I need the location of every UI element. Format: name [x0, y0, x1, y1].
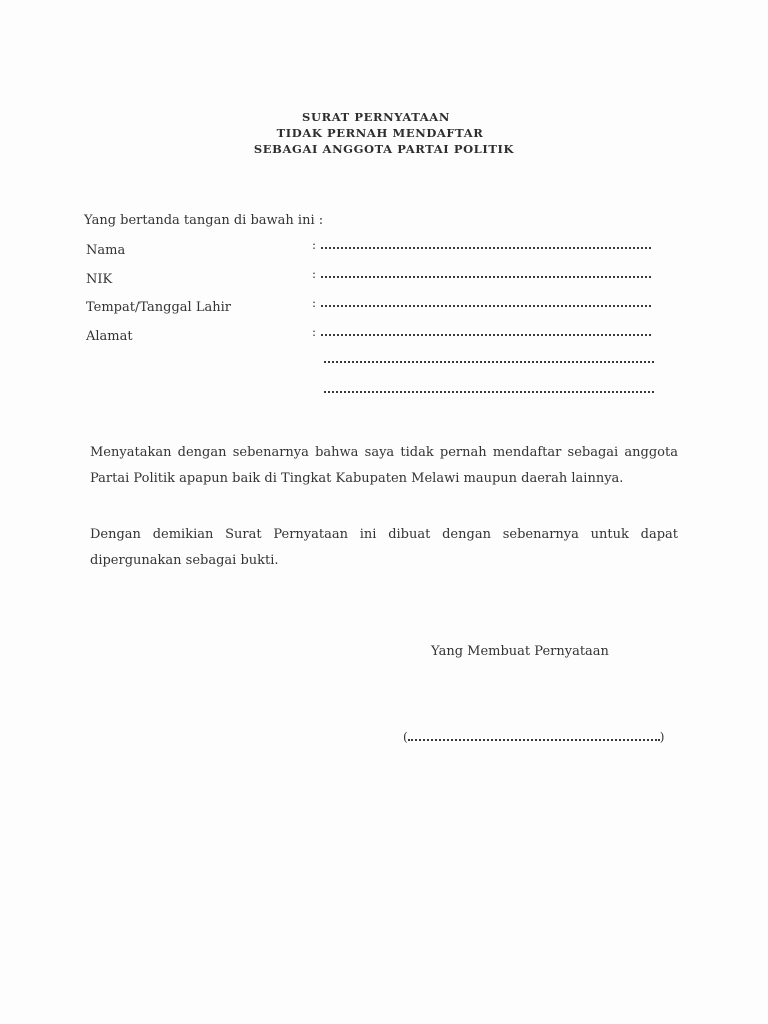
field-alamat-colon: : — [312, 325, 317, 339]
field-ttl-line — [312, 296, 651, 310]
signature-open-paren: ( — [403, 730, 408, 744]
field-nik-line — [312, 267, 651, 281]
field-ttl-blank — [321, 304, 651, 307]
field-alamat-blank — [321, 333, 651, 336]
field-nama-colon: : — [312, 238, 317, 252]
field-nik-colon: : — [312, 267, 317, 281]
field-label-nik: NIK — [86, 272, 113, 287]
field-nama-blank — [321, 246, 651, 249]
field-label-alamat: Alamat — [86, 329, 133, 344]
field-ttl-colon: : — [312, 296, 317, 310]
title-line-1: SURAT PERNYATAAN — [302, 110, 450, 124]
statement-paragraph: Menyatakan dengan sebenarnya bahwa saya tidak pernah mendaftar sebagai anggota Partai Politik apapun baik di Tingkat Kabupaten Melawi maupun daerah lainnya. — [90, 445, 678, 486]
signer-label: Yang Membuat Pernyataan — [431, 644, 609, 659]
intro-text: Yang bertanda tangan di bawah ini : — [84, 213, 324, 228]
field-label-nama: Nama — [86, 243, 126, 258]
signature-blank — [408, 738, 660, 741]
title-line-3: SEBAGAI ANGGOTA PARTAI POLITIK — [253, 142, 515, 156]
closing-paragraph: Dengan demikian Surat Pernyataan ini dibuat dengan sebenarnya untuk dapat dipergunakan sebagai bukti. — [90, 527, 678, 568]
field-nama-line — [312, 238, 651, 252]
field-label-ttl: Tempat/Tanggal Lahir — [86, 300, 231, 315]
field-nik-blank — [321, 275, 651, 278]
field-alamat-blank-2 — [324, 360, 654, 363]
signature-close-paren: ) — [659, 730, 665, 744]
title-line-2: TIDAK PERNAH MENDAFTAR — [276, 126, 484, 140]
field-alamat-line — [312, 325, 651, 339]
signature-line — [403, 730, 664, 744]
field-alamat-blank-3 — [324, 390, 654, 393]
